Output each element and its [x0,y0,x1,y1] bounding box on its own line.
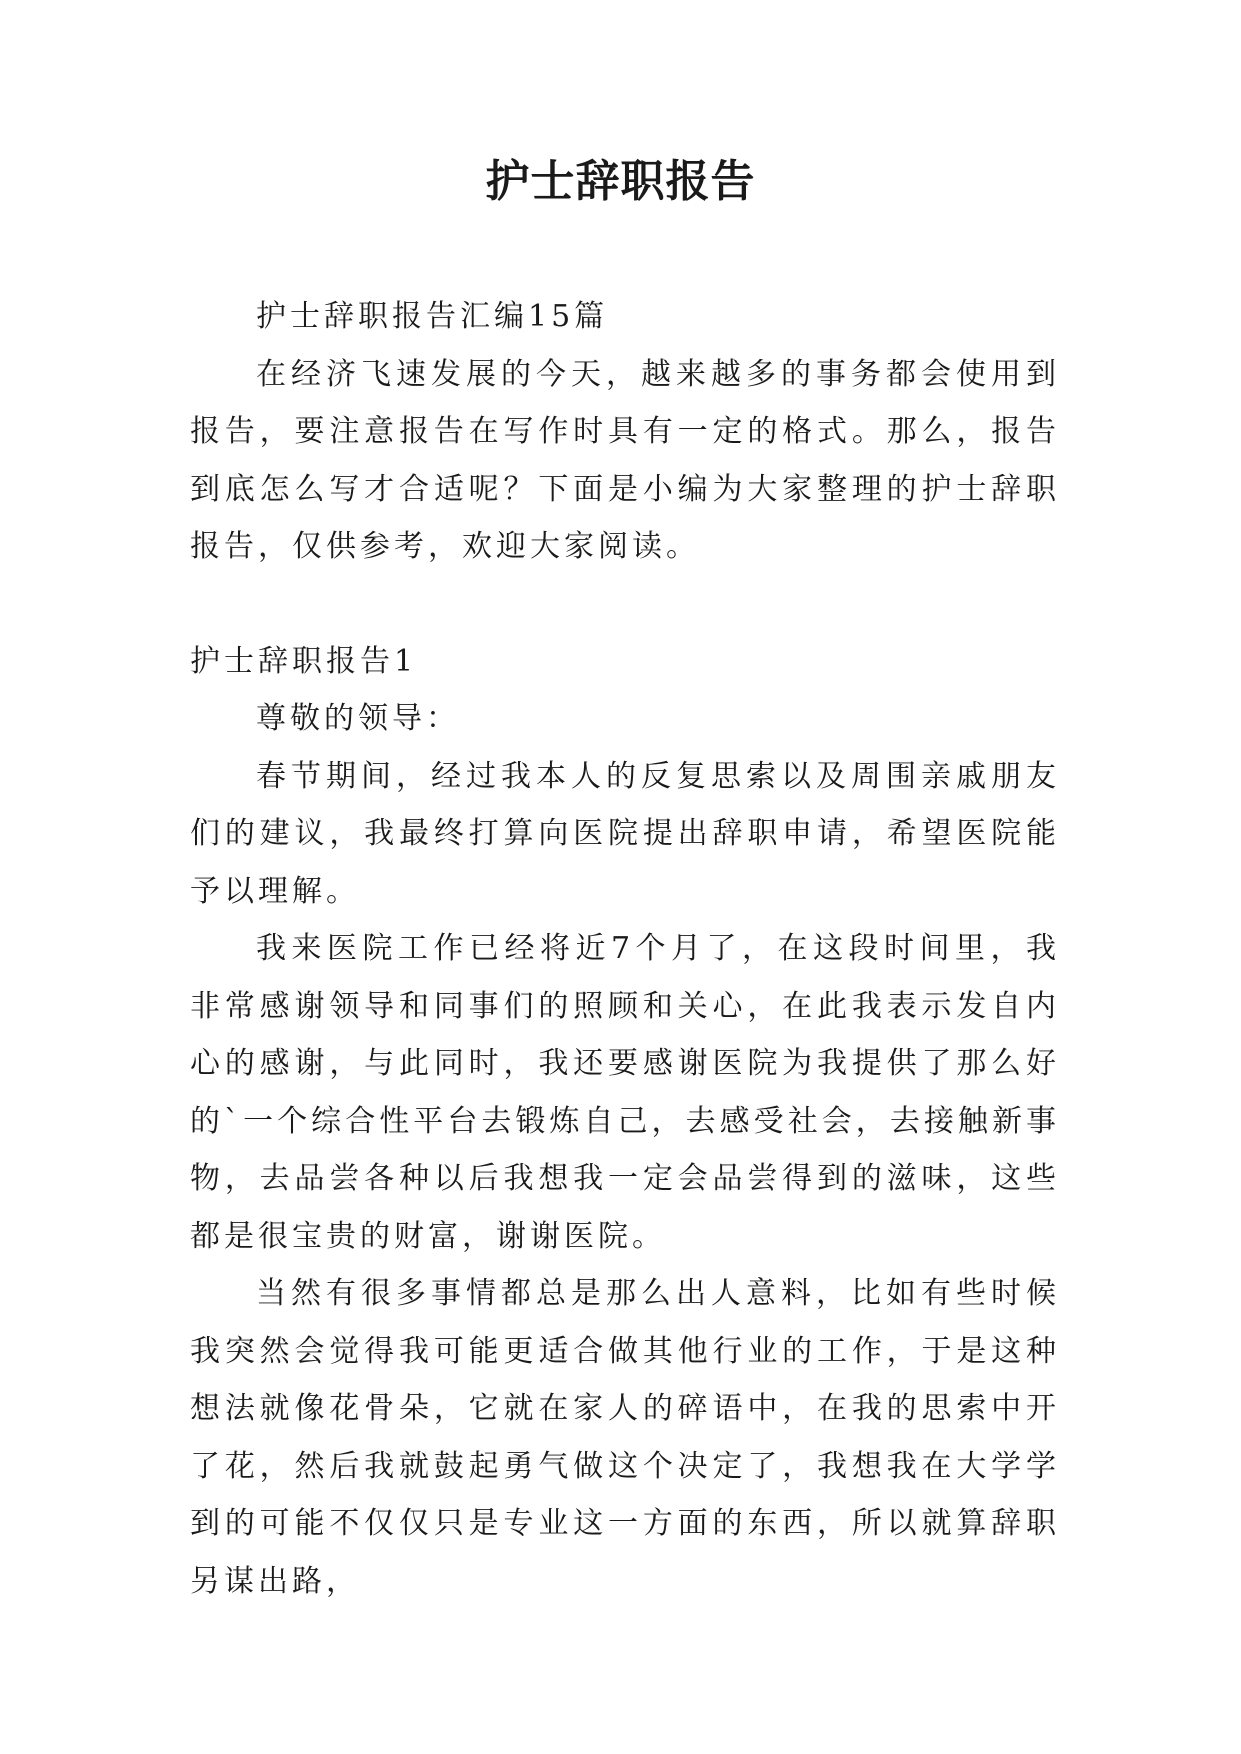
document-body [190,288,1060,1610]
section-gap [190,576,1060,633]
intro-paragraph: 在经济飞速发展的今天，越来越多的事务都会使用到报告，要注意报告在写作时具有一定的格式。那么，报告到底怎么写才合适呢？下面是小编为大家整理的护士辞职报告，仅供参考，欢迎大家阅读。 [190,356,1060,564]
subtitle: 护士辞职报告汇编15篇 [256,299,609,334]
body-paragraph: 当然有很多事情都总是那么出人意料，比如有些时候我突然会觉得我可能更适合做其他行业的工作，于是这种想法就像花骨朵，它就在家人的碎语中，在我的思索中开了花，然后我就鼓起勇气做这个决定了，我想我在大学学到的可能不仅仅只是专业这一方面的东西，所以就算辞职另谋出路， [190,1276,1060,1599]
salutation: 尊敬的领导： [256,701,460,736]
section-heading: 护士辞职报告1 [190,643,418,679]
body-paragraph: 春节期间，经过我本人的反复思索以及周围亲戚朋友们的建议，我最终打算向医院提出辞职申请，希望医院能予以理解。 [190,758,1060,909]
document-title: 护士辞职报告 [485,156,756,207]
body-paragraph: 我来医院工作已经将近7个月了，在这段时间里，我非常感谢领导和同事们的照顾和关心，在此我表示发自内心的感谢，与此同时，我还要感谢医院为我提供了那么好的`一个综合性平台去锻炼自己，去感受社会，去接触新事物，去品尝各种以后我想我一定会品尝得到的滋味，这些都是很宝贵的财富，谢谢医院。 [190,931,1060,1254]
